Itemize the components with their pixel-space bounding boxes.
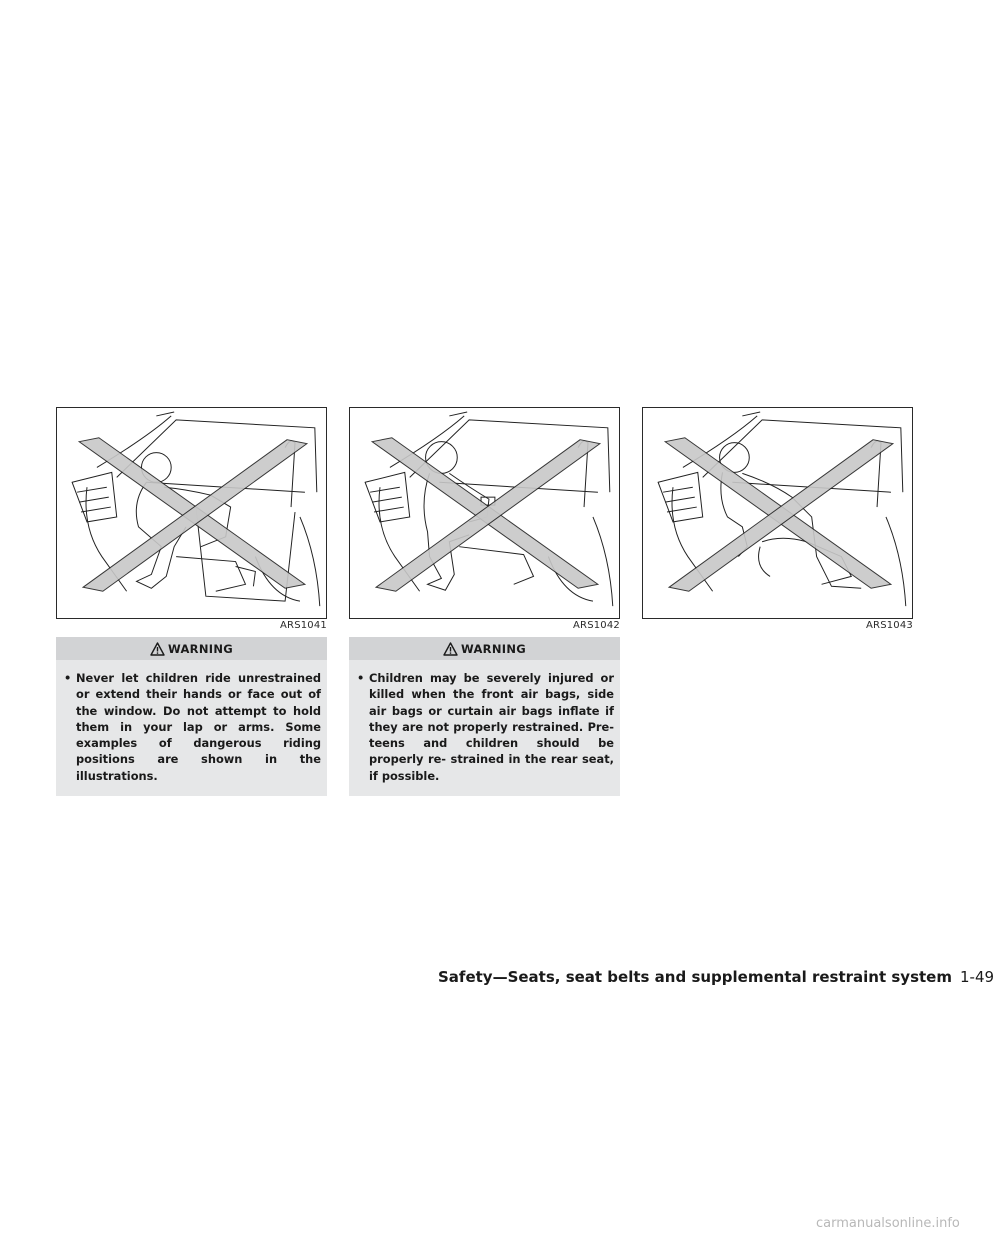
bullet: • [64, 671, 72, 685]
warning-text: Children may be severely injured or killed when the front air bags, side air bags or curtain air bags inflate if they are not properly restrained. Pre-teens and children should be properly re- strained in the rear seat, if possible. [369, 671, 614, 783]
warning-body [56, 660, 327, 796]
page-footer [438, 968, 994, 986]
warning-body [349, 660, 620, 796]
illustration-child-leaning-out-window [56, 407, 327, 619]
warning-triangle-icon [150, 642, 165, 656]
figure-code: ARS1043 [866, 620, 913, 631]
page-number: 1-49 [959, 968, 994, 986]
figure-code: ARS1042 [573, 620, 620, 631]
warning-text: Never let children ride unrestrained or extend their hands or face out of the window. Do not attempt to hold them in your lap or arms. Some examples of dangerous riding positions are shown in the illustrations. [76, 671, 321, 783]
bullet: • [357, 671, 365, 685]
watermark-link[interactable]: carmanualsonline.info [816, 1216, 960, 1231]
illustration-child-standing-at-dash [349, 407, 620, 619]
unsafe-position-illustration [350, 408, 619, 618]
warning-title: WARNING [168, 641, 233, 656]
warning-triangle-icon [443, 642, 458, 656]
unsafe-position-illustration [57, 408, 326, 618]
warning-header [349, 637, 620, 660]
unsafe-position-illustration [643, 408, 912, 618]
warning-header [56, 637, 327, 660]
warning-box-1 [56, 637, 327, 796]
figure-code: ARS1041 [280, 620, 327, 631]
warning-box-2 [349, 637, 620, 796]
warning-title: WARNING [461, 641, 526, 656]
section-title: Safety—Seats, seat belts and supplemental restraint system [438, 968, 952, 986]
illustration-child-on-lap [642, 407, 913, 619]
